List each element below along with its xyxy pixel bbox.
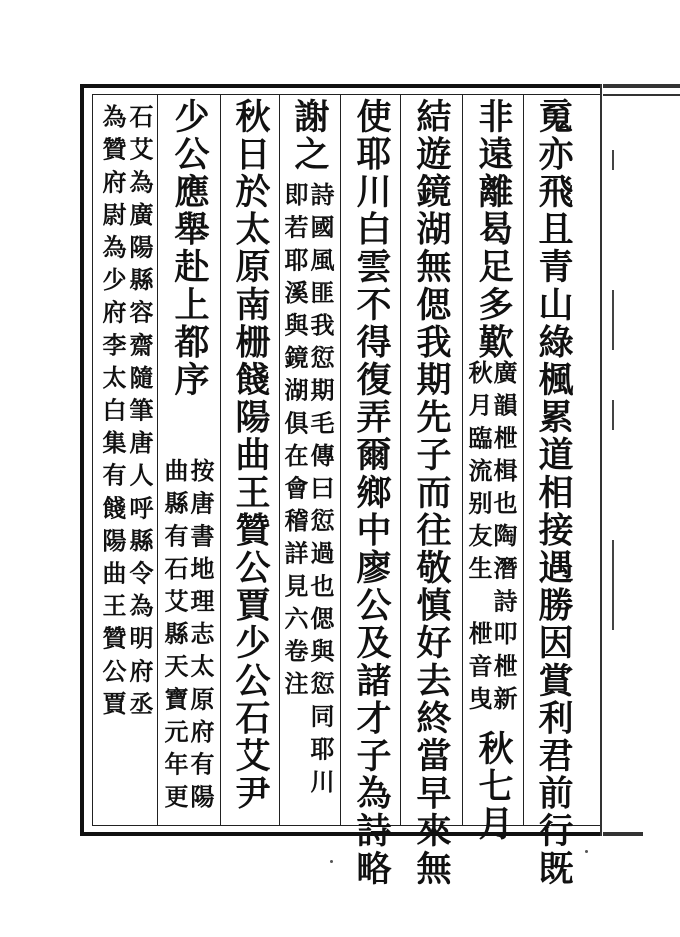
annotation-column: 即若耶溪與鏡湖俱在會稽詳見六卷注 <box>280 182 309 704</box>
annotation-column: 廣韻枻楫也陶潛詩叩枻新 <box>489 360 518 719</box>
gutter-fragment <box>612 290 614 350</box>
column-rule <box>462 95 463 825</box>
column-rule <box>220 95 221 825</box>
text-column: 䰟亦飛且青山綠楓累道相接遇勝因賞利君前行既 <box>533 98 574 888</box>
text-column: 結遊鏡湖無偲我期先子而往敬慎好去終當早來無 <box>411 98 452 888</box>
gutter-mark <box>603 832 643 836</box>
annotation-column: 秋月臨流别友生 枻音曳 <box>464 360 493 719</box>
gutter-fragment <box>612 400 614 430</box>
text-column: 少公應舉赴上都序 <box>169 98 210 399</box>
column-rule <box>157 95 158 825</box>
gutter-mark <box>603 94 680 96</box>
text-column: 秋七月 <box>473 730 514 843</box>
paper-speck <box>585 850 588 853</box>
annotation-column: 曲縣有石艾縣天寶元年更 <box>160 458 189 817</box>
gutter-fragment <box>612 540 614 630</box>
column-rule <box>400 95 401 825</box>
text-column: 謝之 <box>289 98 330 174</box>
page-gutter-line <box>600 84 602 836</box>
annotation-column: 石艾為廣陽縣容齋隨筆唐人呼縣令為明府丞 <box>125 104 154 724</box>
paper-speck <box>330 860 333 863</box>
text-column: 秋日於太原南栅餞陽曲王贊公賈少公石艾尹 <box>230 98 271 813</box>
column-rule <box>340 95 341 825</box>
text-column: 使耶川白雲不得復弄爾鄉中廖公及諸才子為詩略 <box>351 98 392 888</box>
gutter-mark <box>603 84 680 88</box>
column-rule <box>523 95 524 825</box>
annotation-column: 詩國風匪我愆期毛傳曰愆過也偲與愆同耶川 <box>306 182 335 802</box>
annotation-column: 為贊府尉為少府李太白集有餞陽曲王贊公賈 <box>98 104 127 724</box>
text-column: 非遠離曷足多歎 <box>473 98 514 362</box>
annotation-column: 按唐書地理志太原府有陽 <box>186 458 215 817</box>
gutter-fragment <box>612 150 614 170</box>
